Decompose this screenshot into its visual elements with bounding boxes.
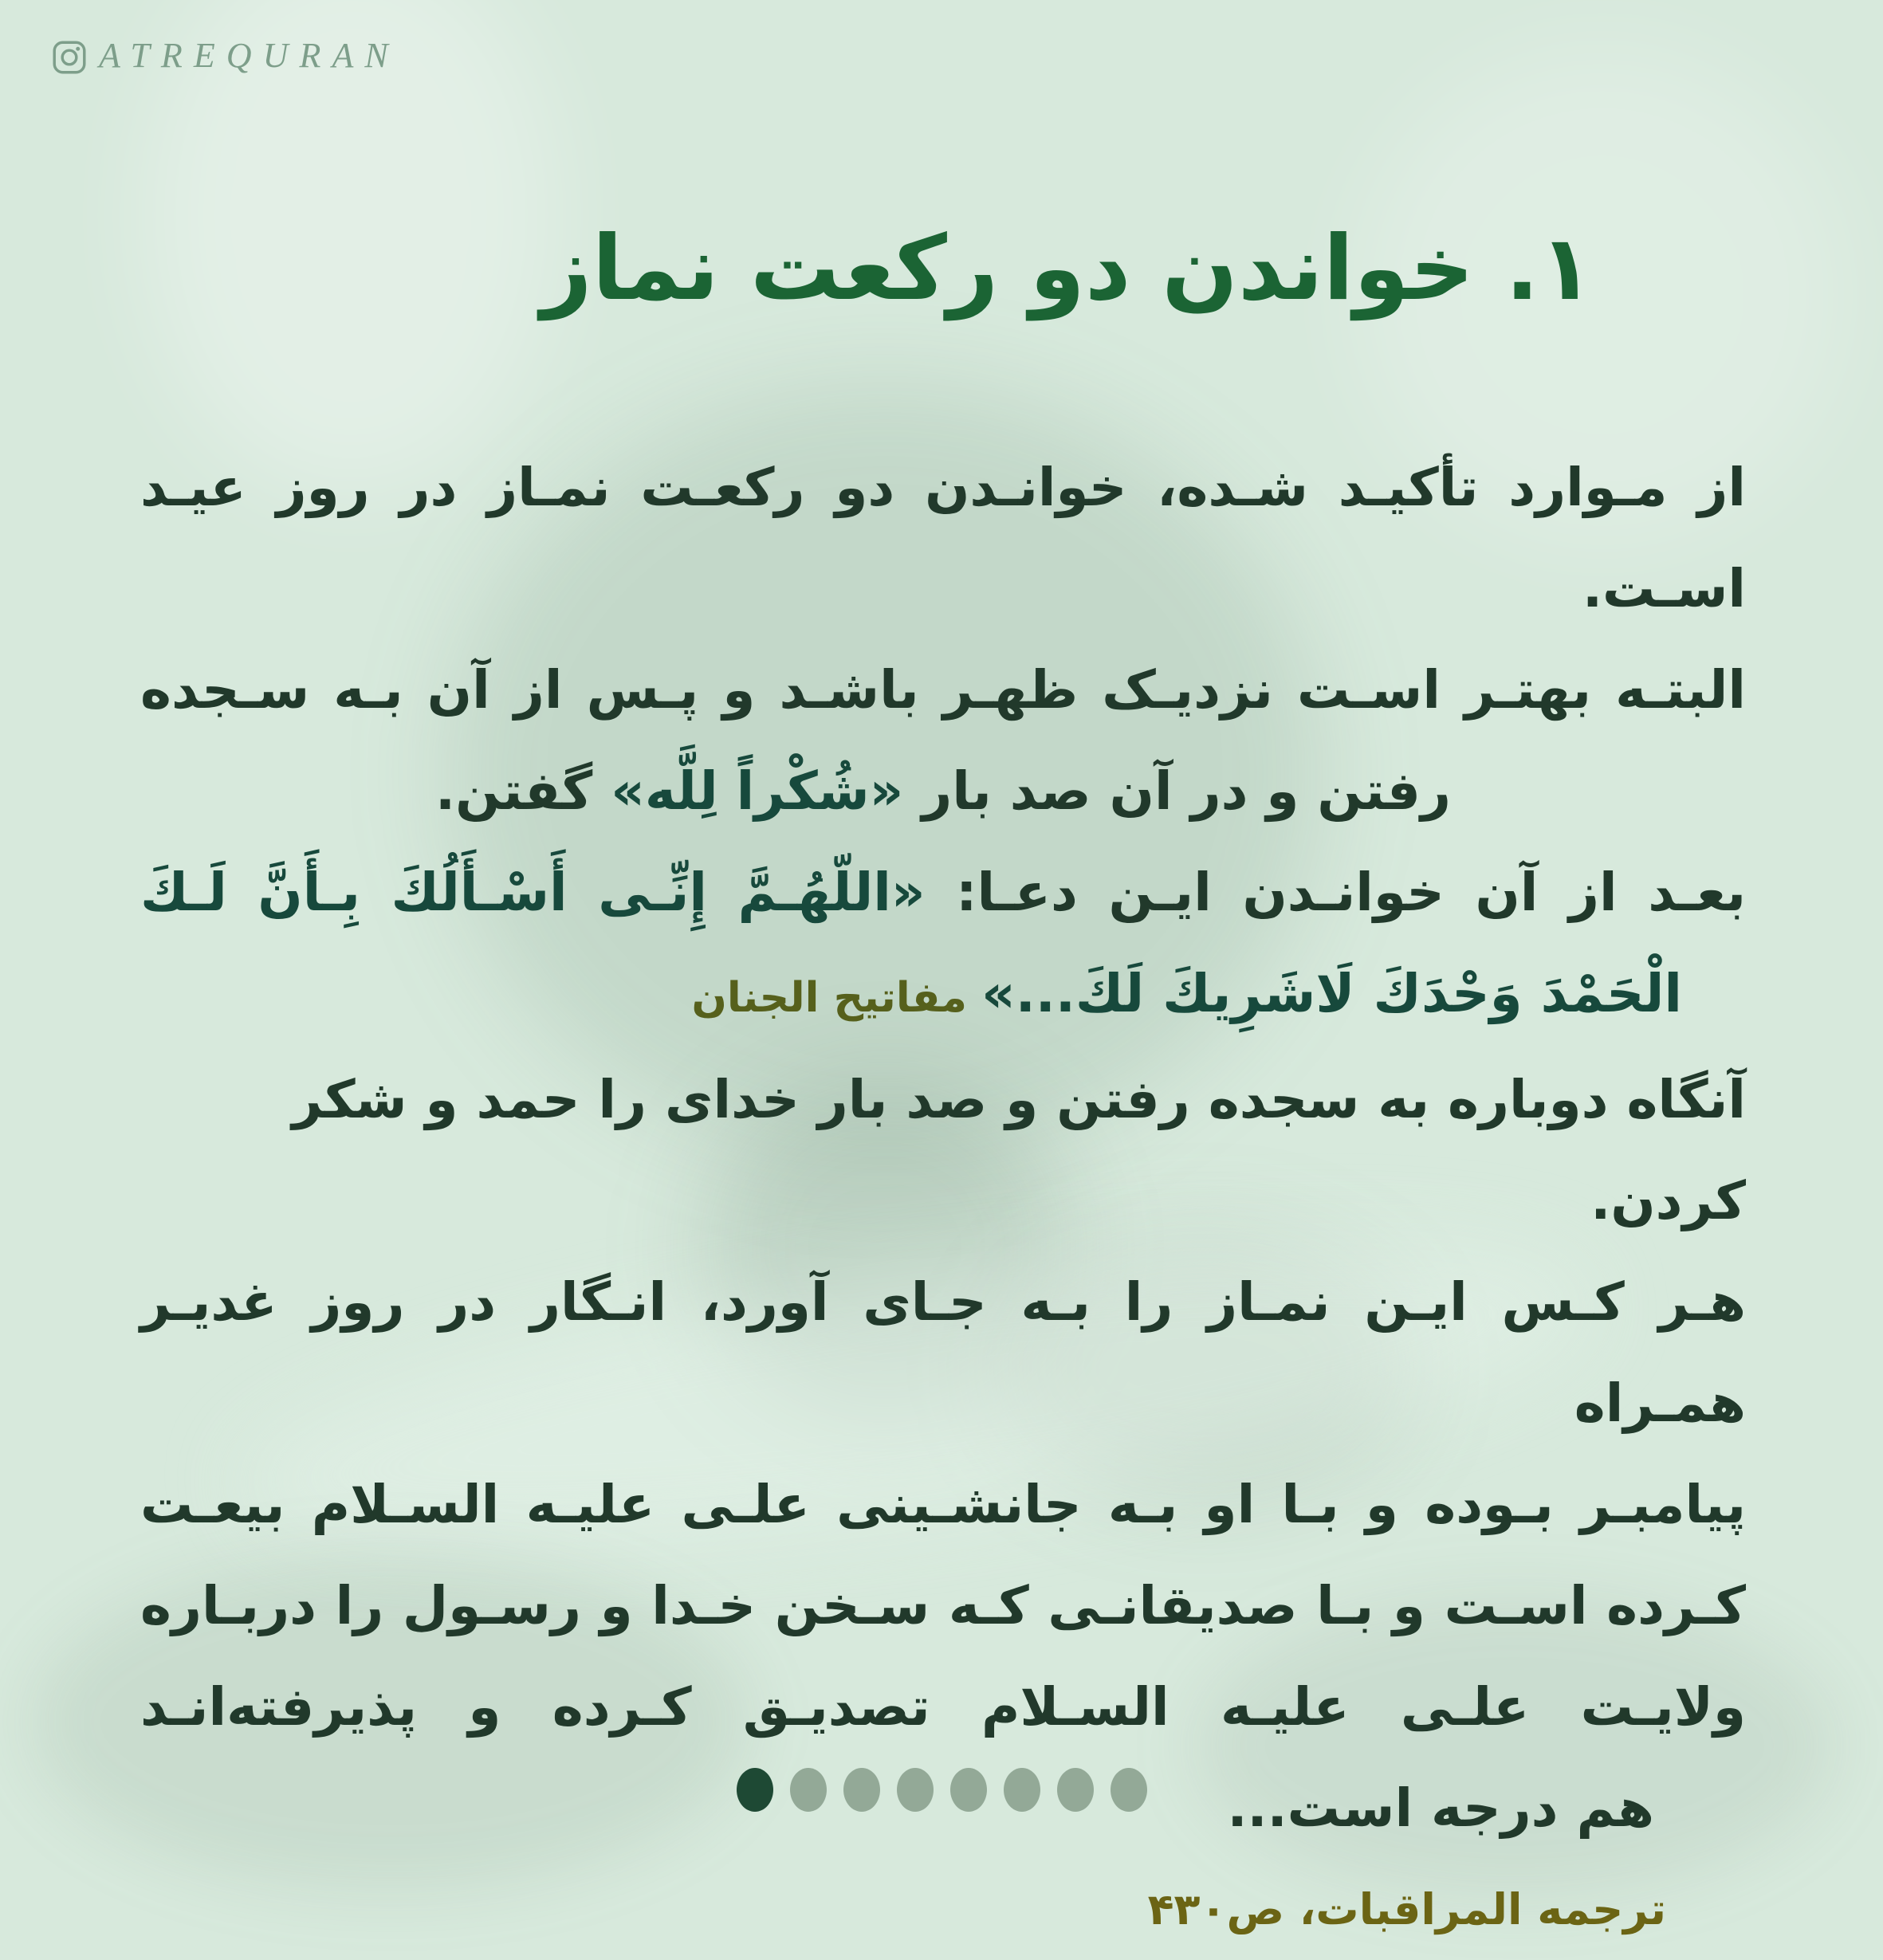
body-line: آنگاه دوباره به سجده رفتن و صد بار خدای را حمد و شکر کردن. [292, 1069, 1746, 1231]
post-title [140, 209, 1746, 329]
body-segment: گفتن. [435, 760, 611, 822]
body-line [140, 842, 1746, 943]
page-dot[interactable] [790, 1768, 827, 1812]
instagram-icon [51, 39, 88, 76]
body-line: هـر کـس ایـن نمـاز را بـه جـای آورد، انـگار در روز غدیـر همـراه [140, 1271, 1746, 1434]
body-line: هم درجه است... [1227, 1777, 1654, 1839]
page-dot[interactable] [1004, 1768, 1040, 1812]
page-dot[interactable] [843, 1768, 880, 1812]
body-line: البتـه بهتـر اسـت نزدیـک ظهـر باشـد و پـس از آن بـه سـجده [140, 659, 1746, 721]
post-title-text: ۱. خواندن دو رکعت نماز [541, 217, 1594, 320]
watermark [51, 37, 399, 77]
body-line: پیامبـر بـوده و بـا او بـه جانشـینی علـی علیـه السـلام بیعـت [140, 1474, 1746, 1535]
source-name: مفاتیح الجنان [691, 974, 982, 1022]
body-line [140, 740, 1746, 842]
body-text [140, 437, 1746, 1960]
pagination-dots [0, 1768, 1883, 1812]
body-line [140, 943, 1746, 1049]
page-dot[interactable] [950, 1768, 987, 1812]
body-line: کـرده اسـت و بـا صدیقانـی کـه سـخن خـدا و رسـول را دربـاره [140, 1575, 1746, 1636]
arabic-quote-segment: «اللّهُـمَّ إِنِّـی أَسْـأَلُكَ بِـأَنَّ لَـكَ [140, 862, 926, 923]
arabic-quote-segment: الْحَمْدَ وَحْدَكَ لَاشَرِيكَ لَكَ...» [981, 963, 1682, 1024]
body-segment: رفتن و در آن صد بار [903, 760, 1451, 822]
page-dot[interactable] [1057, 1768, 1094, 1812]
page-dot-active[interactable] [737, 1768, 773, 1812]
body-line: از مـوارد تأکیـد شـده، خوانـدن دو رکعـت نمـاز در روز عیـد اسـت. [140, 457, 1746, 619]
page-dot[interactable] [1111, 1768, 1147, 1812]
page-dot[interactable] [897, 1768, 934, 1812]
watermark-handle: ATREQURAN [99, 36, 399, 75]
arabic-quote-segment: «شُكْراً لِلَّه» [611, 760, 904, 822]
body-segment: بعـد از آن خوانـدن ایـن دعـا: [925, 862, 1746, 923]
body-line: ولایـت علـی علیـه السـلام تصدیـق کـرده و پذیرفته‌انـد [140, 1676, 1746, 1738]
citation: ترجمه المراقبات، ص۴۳۰ [1147, 1884, 1666, 1934]
